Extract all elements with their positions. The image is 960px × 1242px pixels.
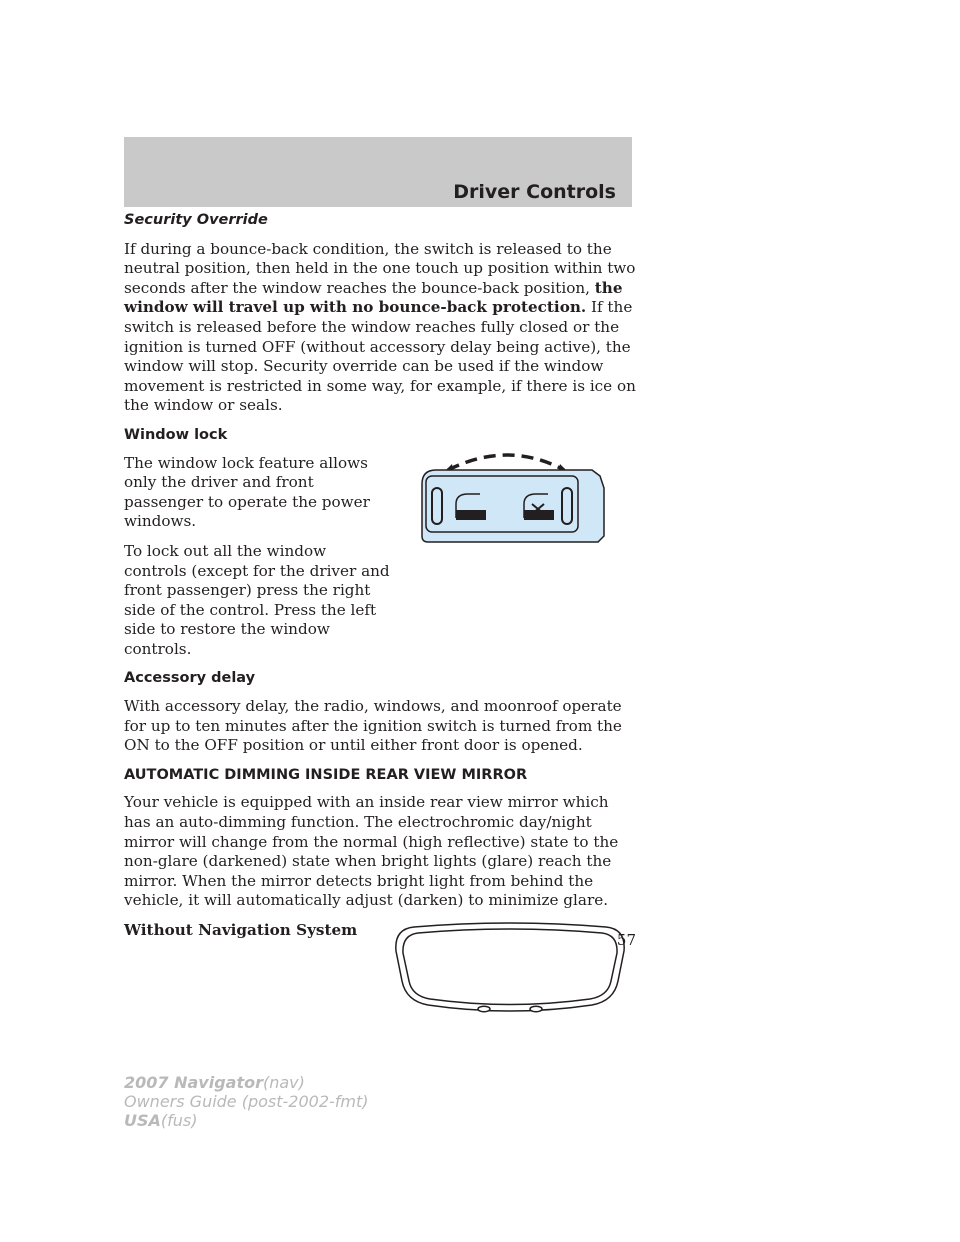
window-lock-paragraph-1: The window lock feature allows only the driver and front passenger to operate the power windows. bbox=[124, 453, 370, 531]
footer-line-2: Owners Guide (post-2002-fmt) bbox=[124, 1092, 369, 1111]
security-override-text-after: If the switch is released before the window reaches fully closed or the ignition is turned OFF (without accessory delay being active), the window will stop. Security override can be used if the window movement is restricted in some way, for example, if there is ice on the window or seals. bbox=[124, 298, 636, 415]
security-override-text-before: If during a bounce-back condition, the switch is released to the neutral position, then held in the one touch up position within two seconds after the window reaches the bounce-back position, bbox=[124, 239, 636, 297]
window-lock-paragraph-2: To lock out all the window controls (except for the driver and front passenger) press the right side of the control. Press the left side to restore the window controls. bbox=[124, 541, 390, 658]
without-navigation-subheading: Without Navigation System bbox=[124, 921, 358, 939]
footer-line-3 bbox=[124, 1111, 369, 1130]
security-override-heading: Security Override bbox=[124, 212, 268, 228]
mirror-figure-block bbox=[124, 921, 636, 1049]
page-number: 57 bbox=[616, 931, 636, 949]
footer-line-1 bbox=[124, 1073, 369, 1092]
rear-view-mirror-icon bbox=[392, 921, 628, 1017]
security-override-bold-text: the window will travel up with no bounce-back protection. bbox=[124, 278, 623, 317]
footer-model: 2007 Navigator bbox=[124, 1073, 263, 1092]
page-section-title: Driver Controls bbox=[453, 181, 616, 203]
footer bbox=[124, 1073, 369, 1130]
window-lock-heading: Window lock bbox=[124, 426, 228, 443]
security-override-paragraph bbox=[124, 240, 636, 416]
footer-market-code: (fus) bbox=[160, 1111, 198, 1130]
page-content bbox=[124, 211, 636, 1049]
auto-dimming-paragraph: Your vehicle is equipped with an inside rear view mirror which has an auto-dimming function. The electrochromic day/night mirror will change from the normal (high reflective) state to the non-glare (darkened) state when bright lights (glare) reach the mirror. When the mirror detects bright light from behind the vehicle, it will automatically adjust (darken) to minimize glare. bbox=[124, 793, 619, 910]
window-lock-section bbox=[124, 426, 636, 660]
header-band bbox=[124, 137, 632, 207]
accessory-delay-paragraph: With accessory delay, the radio, windows, and moonroof operate for up to ten minutes after the ignition switch is turned from the ON to the OFF position or until either front door is opened. bbox=[124, 697, 622, 755]
accessory-delay-heading: Accessory delay bbox=[124, 670, 256, 687]
auto-dimming-heading: AUTOMATIC DIMMING INSIDE REAR VIEW MIRROR bbox=[124, 766, 528, 783]
footer-market: USA bbox=[124, 1111, 161, 1130]
footer-model-code: (nav) bbox=[262, 1073, 305, 1092]
window-lock-switch-icon bbox=[420, 448, 608, 548]
